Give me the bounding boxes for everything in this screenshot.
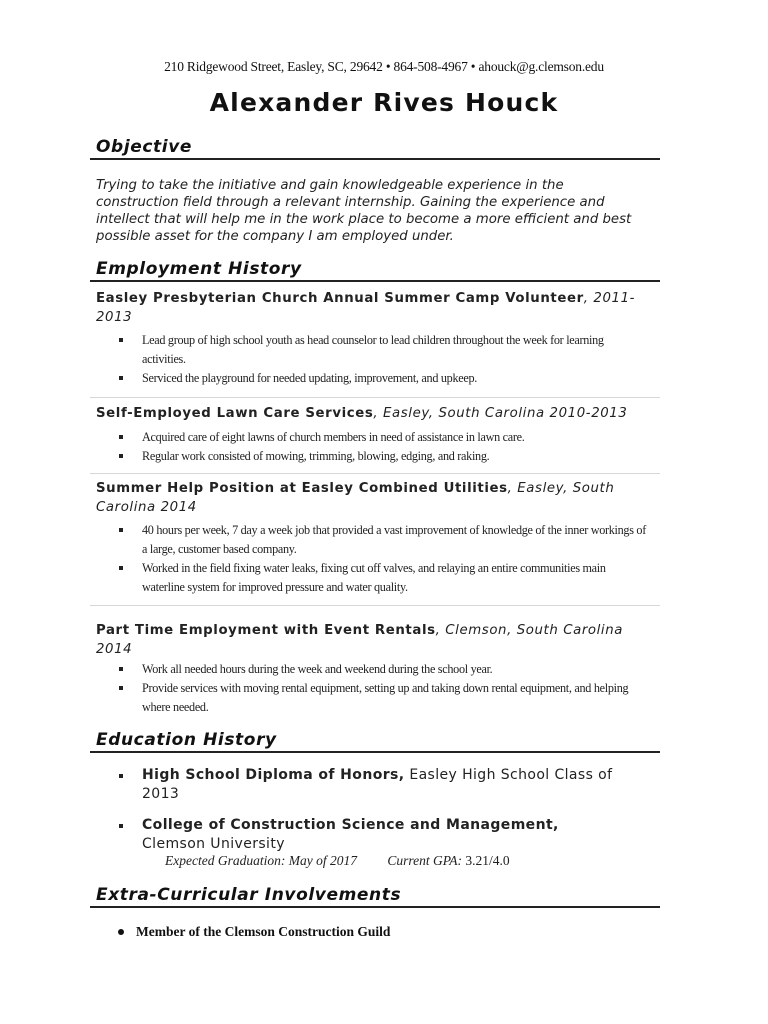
extracurricular-item: Member of the Clemson Construction Guild xyxy=(136,924,391,939)
education-list xyxy=(118,766,648,854)
school-name: Clemson University xyxy=(142,836,285,852)
graduation-line xyxy=(165,853,510,869)
job-title: Self-Employed Lawn Care Services, Easley, South Carolina 2010-2013 xyxy=(96,406,628,421)
degree-name: College of Construction Science and Management, xyxy=(142,817,559,833)
list-item: Regular work consisted of mowing, trimming, blowing, edging, and raking. xyxy=(118,447,648,466)
job-detail: Clemson, South Carolina 2014 xyxy=(96,623,624,657)
job-title: Part Time Employment with Event Rentals, Clemson, South Carolina 2014 xyxy=(96,623,624,657)
extracurricular-rule xyxy=(90,906,660,908)
list-item: Work all needed hours during the week and weekend during the school year. xyxy=(118,660,648,679)
job-divider xyxy=(90,605,660,606)
gpa-value: 3.21/4.0 xyxy=(465,853,510,868)
contact-line: 210 Ridgewood Street, Easley, SC, 29642 • 864-508-4967 • ahouck@g.clemson.edu xyxy=(164,59,604,74)
job-name: Easley Presbyterian Church Annual Summer Camp Volunteer xyxy=(96,291,584,306)
square-bullet-icon xyxy=(119,824,123,828)
job-detail: 2011-2013 xyxy=(96,291,636,325)
list-item: Lead group of high school youth as head counselor to lead children throughout the week for learning activities. xyxy=(118,331,648,369)
list-item: 40 hours per week, 7 day a week job that provided a vast improvement of knowledge of the inner workings of a large, customer based company. xyxy=(118,521,648,559)
gpa-label: Current GPA: xyxy=(387,853,462,868)
list-item xyxy=(118,766,648,804)
job-bullets xyxy=(118,428,648,466)
square-bullet-icon xyxy=(119,566,123,570)
job-bullets xyxy=(118,660,648,717)
square-bullet-icon xyxy=(119,376,123,380)
school-name: Easley High School Class of 2013 xyxy=(142,767,613,802)
candidate-name: Alexander Rives Houck xyxy=(209,88,559,117)
degree-name: High School Diploma of Honors, xyxy=(142,767,405,783)
square-bullet-icon xyxy=(119,454,123,458)
job-divider xyxy=(90,397,660,398)
education-heading: Education History xyxy=(96,730,277,750)
square-bullet-icon xyxy=(119,667,123,671)
employment-rule xyxy=(90,280,660,282)
job-bullets xyxy=(118,331,648,388)
job-detail: Easley, South Carolina 2010-2013 xyxy=(383,406,628,421)
square-bullet-icon xyxy=(119,686,123,690)
list-item: Worked in the field fixing water leaks, fixing cut off valves, and relaying an entire communities main waterline system for improved pressure and water quality. xyxy=(118,559,648,597)
objective-heading: Objective xyxy=(96,137,193,157)
job-name: Summer Help Position at Easley Combined Utilities xyxy=(96,481,508,496)
job-title: Easley Presbyterian Church Annual Summer Camp Volunteer, 2011-2013 xyxy=(96,291,636,325)
job-title: Summer Help Position at Easley Combined Utilities, Easley, South Carolina 2014 xyxy=(96,481,615,515)
job-bullets xyxy=(118,521,648,597)
expected-value: May of 2017 xyxy=(288,853,357,868)
objective-rule xyxy=(90,158,660,160)
job-name: Self-Employed Lawn Care Services xyxy=(96,406,374,421)
job-divider xyxy=(90,473,660,474)
square-bullet-icon xyxy=(119,435,123,439)
square-bullet-icon xyxy=(119,774,123,778)
job-detail: Easley, South Carolina 2014 xyxy=(96,481,615,515)
objective-text: Trying to take the initiative and gain knowledgeable experience in the construction field through a relevant internship. Gaining the experience and intellect that will help me in the work place to become a more efficient and best possible asset for the company I am employed under. xyxy=(96,178,632,244)
expected-label: Expected Graduation: xyxy=(165,853,286,868)
list-item: Provide services with moving rental equipment, setting up and taking down rental equipment, and helping where needed. xyxy=(118,679,648,717)
round-bullet-icon xyxy=(118,929,124,935)
list-item: Serviced the playground for needed updating, improvement, and upkeep. xyxy=(118,369,648,388)
square-bullet-icon xyxy=(119,338,123,342)
employment-heading: Employment History xyxy=(96,259,302,279)
list-item xyxy=(118,816,648,854)
list-item: Acquired care of eight lawns of church members in need of assistance in lawn care. xyxy=(118,428,648,447)
extracurricular-heading: Extra-Curricular Involvements xyxy=(96,885,402,905)
education-rule xyxy=(90,751,660,753)
job-name: Part Time Employment with Event Rentals xyxy=(96,623,436,638)
square-bullet-icon xyxy=(119,528,123,532)
